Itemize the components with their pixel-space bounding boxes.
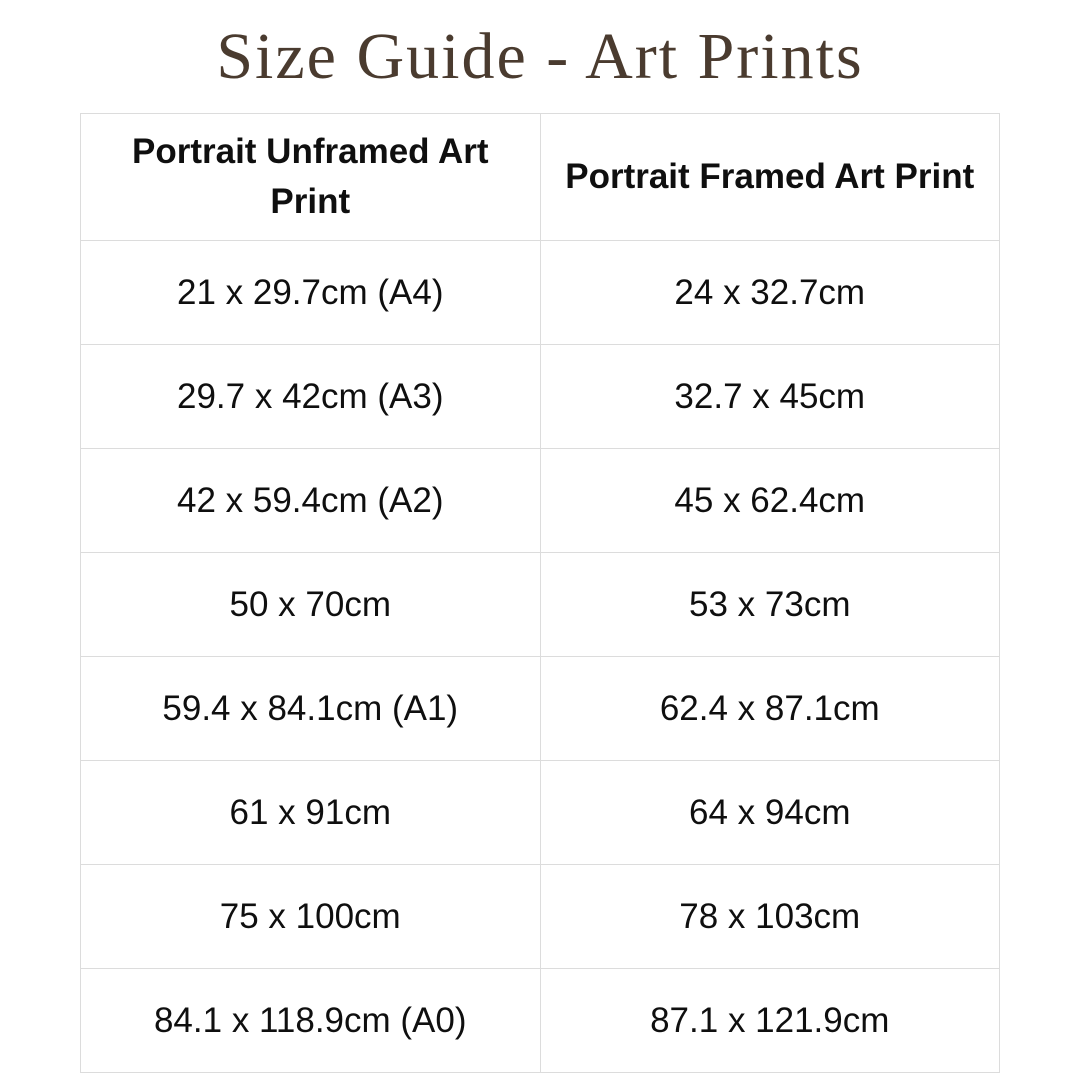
size-cell-framed: 62.4 x 87.1cm [540, 657, 1000, 761]
size-cell-framed: 45 x 62.4cm [540, 449, 1000, 553]
table-row [81, 657, 1000, 761]
size-cell-unframed: 42 x 59.4cm (A2) [81, 449, 541, 553]
table-row [81, 553, 1000, 657]
table-row [81, 969, 1000, 1073]
table-row [81, 241, 1000, 345]
table-row [81, 865, 1000, 969]
header-row [81, 114, 1000, 241]
size-cell-unframed: 29.7 x 42cm (A3) [81, 345, 541, 449]
size-guide-table [80, 113, 1000, 1073]
size-cell-unframed: 50 x 70cm [81, 553, 541, 657]
size-cell-unframed: 21 x 29.7cm (A4) [81, 241, 541, 345]
table-row [81, 345, 1000, 449]
size-cell-framed: 78 x 103cm [540, 865, 1000, 969]
page-title: Size Guide - Art Prints [216, 19, 864, 93]
table-row [81, 449, 1000, 553]
title-bar [0, 0, 1080, 113]
size-cell-framed: 87.1 x 121.9cm [540, 969, 1000, 1073]
size-cell-framed: 24 x 32.7cm [540, 241, 1000, 345]
size-cell-unframed: 61 x 91cm [81, 761, 541, 865]
size-cell-unframed: 59.4 x 84.1cm (A1) [81, 657, 541, 761]
size-cell-framed: 64 x 94cm [540, 761, 1000, 865]
size-cell-framed: 53 x 73cm [540, 553, 1000, 657]
size-cell-unframed: 75 x 100cm [81, 865, 541, 969]
size-cell-framed: 32.7 x 45cm [540, 345, 1000, 449]
column-header-unframed: Portrait Unframed Art Print [81, 114, 541, 241]
column-header-framed: Portrait Framed Art Print [540, 114, 1000, 241]
table-row [81, 761, 1000, 865]
size-cell-unframed: 84.1 x 118.9cm (A0) [81, 969, 541, 1073]
